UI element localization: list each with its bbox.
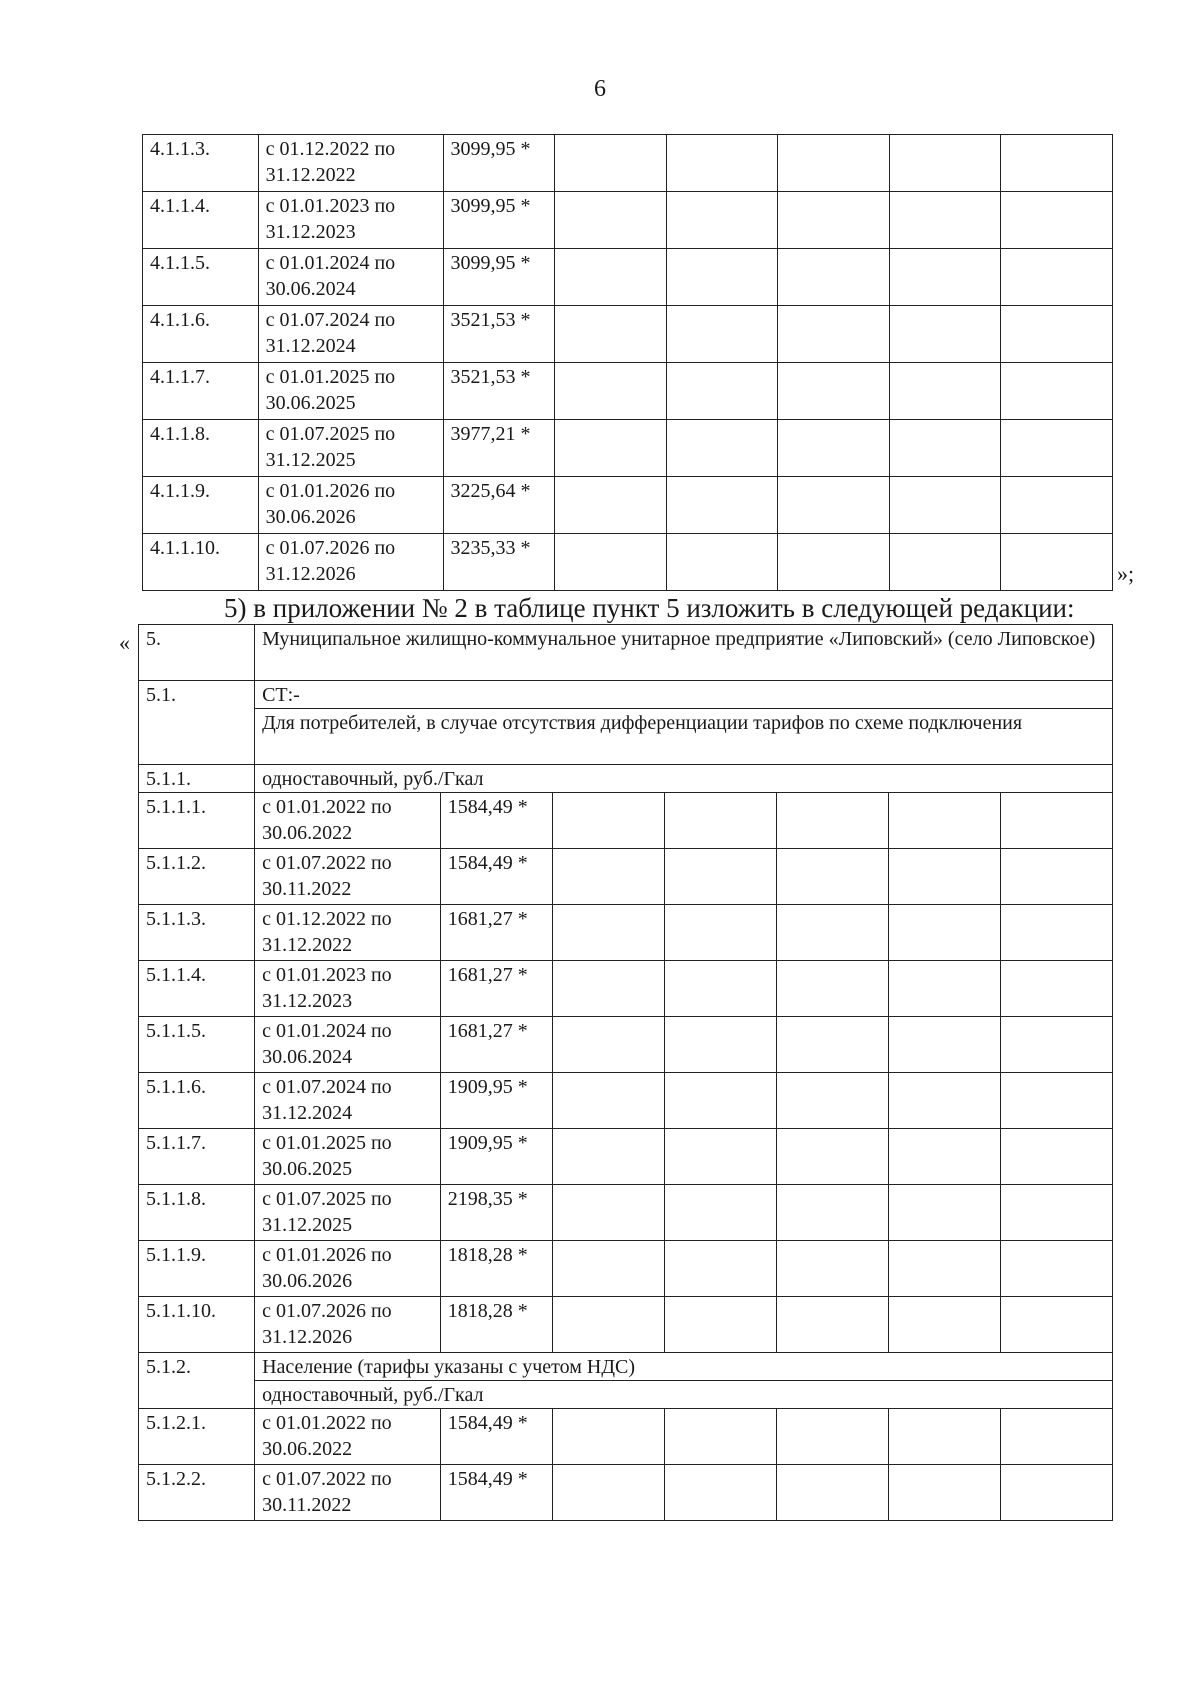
period-cell: с 01.01.2025 по 30.06.2025 — [255, 1129, 441, 1185]
table-row-5-header — [139, 625, 1113, 681]
table-row — [139, 1297, 1113, 1353]
period-cell: с 01.07.2025 по 31.12.2025 — [255, 1185, 441, 1241]
empty-cell — [1001, 306, 1113, 363]
empty-cell — [666, 192, 778, 249]
table-row-5-1-2-type — [139, 1381, 1113, 1409]
tariff-value: 3099,95 * — [443, 249, 555, 306]
tariff-value: 1909,95 * — [440, 1129, 552, 1185]
period-cell: с 01.01.2026 по 30.06.2026 — [255, 1241, 441, 1297]
row-number: 4.1.1.5. — [143, 249, 259, 306]
tariff-value: 1681,27 * — [440, 905, 552, 961]
row-number: 4.1.1.4. — [143, 192, 259, 249]
period-cell: с 01.12.2022 по 31.12.2022 — [255, 905, 441, 961]
table-row — [143, 534, 1113, 591]
table-row — [143, 363, 1113, 420]
empty-cell — [778, 363, 890, 420]
empty-cell — [776, 1185, 888, 1241]
table-row — [139, 1185, 1113, 1241]
period-cell: с 01.01.2025 по 30.06.2025 — [258, 363, 443, 420]
table-row-5-1-1 — [139, 765, 1113, 793]
empty-cell — [664, 849, 776, 905]
empty-cell — [1001, 420, 1113, 477]
section-description: Для потребителей, в случае отсутствия дифференциации тарифов по схеме подключения — [255, 709, 1113, 765]
empty-cell — [776, 849, 888, 905]
period-cell: с 01.07.2025 по 31.12.2025 — [258, 420, 443, 477]
empty-cell — [776, 1409, 888, 1465]
empty-cell — [666, 477, 778, 534]
empty-cell — [664, 1017, 776, 1073]
empty-cell — [555, 477, 667, 534]
empty-cell — [888, 905, 1000, 961]
empty-cell — [552, 1409, 664, 1465]
tariff-value: 3225,64 * — [443, 477, 555, 534]
empty-cell — [664, 1409, 776, 1465]
row-number: 5.1.1.5. — [139, 1017, 255, 1073]
tariff-table-4-1-1 — [142, 134, 1113, 591]
row-number: 5.1.1.8. — [139, 1185, 255, 1241]
empty-cell — [1001, 477, 1113, 534]
tariff-value: 1909,95 * — [440, 1073, 552, 1129]
empty-cell — [888, 1409, 1000, 1465]
table-row — [143, 249, 1113, 306]
period-cell: с 01.07.2026 по 31.12.2026 — [255, 1297, 441, 1353]
empty-cell — [664, 1241, 776, 1297]
empty-cell — [1000, 1073, 1112, 1129]
empty-cell — [1001, 249, 1113, 306]
empty-cell — [889, 420, 1001, 477]
row-number: 4.1.1.3. — [143, 135, 259, 192]
table-row — [139, 1073, 1113, 1129]
empty-cell — [1000, 961, 1112, 1017]
table-row — [143, 192, 1113, 249]
empty-cell — [888, 1465, 1000, 1521]
table-row — [143, 420, 1113, 477]
empty-cell — [552, 793, 664, 849]
period-cell: с 01.07.2022 по 30.11.2022 — [255, 1465, 441, 1521]
row-number: 4.1.1.6. — [143, 306, 259, 363]
empty-cell — [778, 135, 890, 192]
period-cell: с 01.01.2023 по 31.12.2023 — [258, 192, 443, 249]
row-number: 5.1.2.2. — [139, 1465, 255, 1521]
empty-cell — [555, 363, 667, 420]
empty-cell — [776, 1241, 888, 1297]
period-cell: с 01.01.2024 по 30.06.2024 — [258, 249, 443, 306]
empty-cell — [889, 534, 1001, 591]
empty-cell — [1000, 1185, 1112, 1241]
period-cell: с 01.07.2024 по 31.12.2024 — [258, 306, 443, 363]
amendment-text: 5) в приложении № 2 в таблице пункт 5 изложить в следующей редакции: — [224, 593, 1075, 623]
empty-cell — [1000, 905, 1112, 961]
period-cell: с 01.01.2022 по 30.06.2022 — [255, 793, 441, 849]
empty-cell — [1000, 793, 1112, 849]
empty-cell — [666, 420, 778, 477]
empty-cell — [776, 961, 888, 1017]
empty-cell — [778, 420, 890, 477]
table-row — [139, 905, 1113, 961]
row-number: 5.1.1.9. — [139, 1241, 255, 1297]
empty-cell — [776, 793, 888, 849]
empty-cell — [666, 363, 778, 420]
empty-cell — [1001, 363, 1113, 420]
period-cell: с 01.01.2024 по 30.06.2024 — [255, 1017, 441, 1073]
opening-quote-mark: « — [119, 630, 130, 655]
tariff-value: 2198,35 * — [440, 1185, 552, 1241]
row-number: 5.1.1.1. — [139, 793, 255, 849]
row-number: 4.1.1.10. — [143, 534, 259, 591]
empty-cell — [664, 1185, 776, 1241]
empty-cell — [1000, 849, 1112, 905]
tariff-value: 1681,27 * — [440, 961, 552, 1017]
period-cell: с 01.07.2024 по 31.12.2024 — [255, 1073, 441, 1129]
empty-cell — [1001, 534, 1113, 591]
empty-cell — [889, 135, 1001, 192]
period-cell: с 01.07.2026 по 31.12.2026 — [258, 534, 443, 591]
empty-cell — [778, 534, 890, 591]
empty-cell — [666, 306, 778, 363]
row-number: 4.1.1.9. — [143, 477, 259, 534]
empty-cell — [664, 793, 776, 849]
row-number: 4.1.1.8. — [143, 420, 259, 477]
table-row — [139, 1241, 1113, 1297]
empty-cell — [555, 249, 667, 306]
empty-cell — [1000, 1017, 1112, 1073]
row-number: 5.1. — [139, 681, 255, 765]
closing-quote-mark: »; — [1117, 561, 1135, 586]
table-row — [139, 793, 1113, 849]
empty-cell — [1001, 135, 1113, 192]
tariff-value: 1584,49 * — [440, 793, 552, 849]
empty-cell — [555, 306, 667, 363]
empty-cell — [666, 249, 778, 306]
empty-cell — [552, 1017, 664, 1073]
empty-cell — [889, 249, 1001, 306]
period-cell: с 01.07.2022 по 30.11.2022 — [255, 849, 441, 905]
empty-cell — [888, 1017, 1000, 1073]
row-number: 5.1.2. — [139, 1353, 255, 1409]
empty-cell — [888, 1185, 1000, 1241]
table-row — [139, 849, 1113, 905]
row-number: 5.1.1.3. — [139, 905, 255, 961]
empty-cell — [778, 249, 890, 306]
tariff-value: 3235,33 * — [443, 534, 555, 591]
empty-cell — [888, 1297, 1000, 1353]
empty-cell — [889, 477, 1001, 534]
empty-cell — [778, 192, 890, 249]
row-number: 5.1.2.1. — [139, 1409, 255, 1465]
empty-cell — [666, 135, 778, 192]
empty-cell — [776, 1465, 888, 1521]
tariff-value: 1584,49 * — [440, 1409, 552, 1465]
row-number: 5.1.1.2. — [139, 849, 255, 905]
tariff-value: 3099,95 * — [443, 135, 555, 192]
table-row-5-1-2 — [139, 1353, 1113, 1381]
table-row — [139, 1409, 1113, 1465]
table-row — [139, 1017, 1113, 1073]
empty-cell — [666, 534, 778, 591]
tariff-value: 3099,95 * — [443, 192, 555, 249]
empty-cell — [555, 534, 667, 591]
empty-cell — [552, 1241, 664, 1297]
tariff-value: 3521,53 * — [443, 306, 555, 363]
empty-cell — [1000, 1129, 1112, 1185]
empty-cell — [888, 961, 1000, 1017]
tariff-value: 1818,28 * — [440, 1241, 552, 1297]
empty-cell — [555, 192, 667, 249]
empty-cell — [555, 135, 667, 192]
period-cell: с 01.12.2022 по 31.12.2022 — [258, 135, 443, 192]
empty-cell — [888, 849, 1000, 905]
empty-cell — [776, 905, 888, 961]
empty-cell — [776, 1073, 888, 1129]
table-row — [139, 961, 1113, 1017]
empty-cell — [664, 1465, 776, 1521]
table-row-5-1 — [139, 681, 1113, 709]
empty-cell — [889, 306, 1001, 363]
table-row-5-1-desc — [139, 709, 1113, 765]
row-number: 5.1.1. — [139, 765, 255, 793]
empty-cell — [664, 1297, 776, 1353]
period-cell: с 01.01.2026 по 30.06.2026 — [258, 477, 443, 534]
tariff-value: 1818,28 * — [440, 1297, 552, 1353]
empty-cell — [1001, 192, 1113, 249]
empty-cell — [552, 1185, 664, 1241]
empty-cell — [1000, 1465, 1112, 1521]
tariff-value: 3977,21 * — [443, 420, 555, 477]
row-number: 4.1.1.7. — [143, 363, 259, 420]
enterprise-name: Муниципальное жилищно-коммунальное унитарное предприятие «Липовский» (село Липовское) — [255, 625, 1113, 681]
empty-cell — [778, 306, 890, 363]
empty-cell — [888, 1129, 1000, 1185]
empty-cell — [555, 420, 667, 477]
empty-cell — [664, 1073, 776, 1129]
table-row — [143, 135, 1113, 192]
table-row — [143, 477, 1113, 534]
row-number: 5. — [139, 625, 255, 681]
empty-cell — [664, 905, 776, 961]
empty-cell — [552, 1073, 664, 1129]
empty-cell — [889, 363, 1001, 420]
page-number: 6 — [594, 76, 606, 102]
empty-cell — [776, 1017, 888, 1073]
empty-cell — [552, 1297, 664, 1353]
row-number: 5.1.1.10. — [139, 1297, 255, 1353]
row-number: 5.1.1.4. — [139, 961, 255, 1017]
empty-cell — [888, 1073, 1000, 1129]
tariff-table-5 — [138, 624, 1113, 1521]
empty-cell — [778, 477, 890, 534]
section-label: Население (тарифы указаны с учетом НДС) — [255, 1353, 1113, 1381]
tariff-value: 3521,53 * — [443, 363, 555, 420]
row-number: 5.1.1.7. — [139, 1129, 255, 1185]
empty-cell — [664, 1129, 776, 1185]
empty-cell — [1000, 1241, 1112, 1297]
tariff-type-label: одноставочный, руб./Гкал — [255, 765, 1113, 793]
tariff-value: 1681,27 * — [440, 1017, 552, 1073]
period-cell: с 01.01.2022 по 30.06.2022 — [255, 1409, 441, 1465]
empty-cell — [889, 192, 1001, 249]
empty-cell — [664, 961, 776, 1017]
empty-cell — [1000, 1409, 1112, 1465]
empty-cell — [888, 793, 1000, 849]
table-row — [139, 1129, 1113, 1185]
empty-cell — [552, 905, 664, 961]
period-cell: с 01.01.2023 по 31.12.2023 — [255, 961, 441, 1017]
empty-cell — [776, 1129, 888, 1185]
tariff-value: 1584,49 * — [440, 1465, 552, 1521]
empty-cell — [552, 1129, 664, 1185]
tariff-value: 1584,49 * — [440, 849, 552, 905]
empty-cell — [1000, 1297, 1112, 1353]
empty-cell — [552, 1465, 664, 1521]
table-row — [139, 1465, 1113, 1521]
section-label: СТ:- — [255, 681, 1113, 709]
empty-cell — [776, 1297, 888, 1353]
empty-cell — [888, 1241, 1000, 1297]
tariff-type-label: одноставочный, руб./Гкал — [255, 1381, 1113, 1409]
empty-cell — [552, 961, 664, 1017]
table-row — [143, 306, 1113, 363]
empty-cell — [552, 849, 664, 905]
row-number: 5.1.1.6. — [139, 1073, 255, 1129]
